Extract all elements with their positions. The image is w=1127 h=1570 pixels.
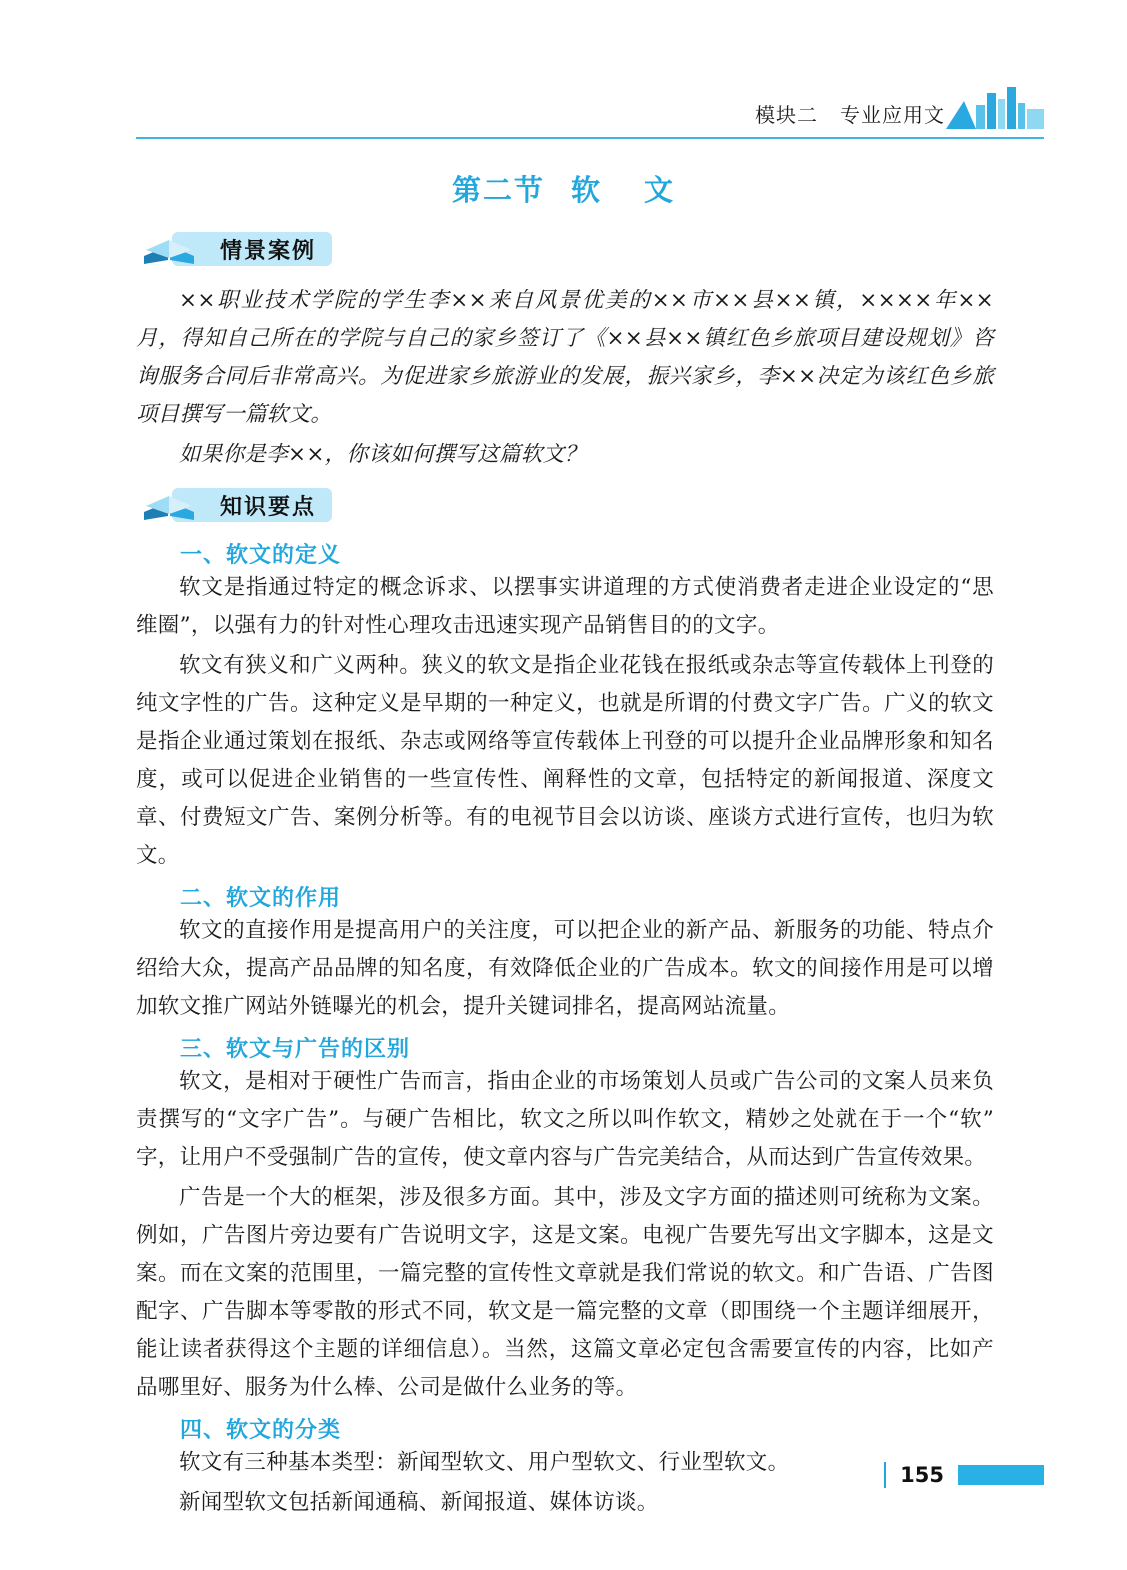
- case-study-tag: [172, 232, 332, 266]
- subsection-heading-4: 四、软文的分类: [180, 1418, 342, 1443]
- running-head: [755, 99, 945, 128]
- subsection-heading-2: 二、软文的作用: [180, 886, 342, 911]
- running-head-title: 专业应用文: [840, 103, 945, 127]
- subsection-4-paragraph-2: 新闻型软文包括新闻通稿、新闻报道、媒体访谈。: [179, 1490, 659, 1515]
- case-study-tag-label: 情景案例: [220, 238, 317, 264]
- open-book-icon: [142, 490, 196, 522]
- key-points-tag: [172, 488, 332, 522]
- page-number: 155: [900, 1463, 944, 1487]
- footer-divider: [884, 1462, 886, 1488]
- case-paragraph: ××职业技术学院的学生李××来自风景优美的××市××县××镇，××××年××月，得知自己所在的学院与自己的家乡签订了《××县××镇红色乡旅项目建设规划》咨询服务合同后非常高兴。为促进家乡旅游业的发展，振兴家乡，李××决定为该红色乡旅项目撰写一篇软文。: [136, 288, 994, 427]
- books-icon: [946, 87, 1044, 131]
- subsection-heading-1: 一、软文的定义: [180, 543, 342, 568]
- section-name-second: 文: [644, 173, 676, 207]
- key-points-heading: [136, 488, 994, 528]
- case-study-heading: [136, 232, 994, 272]
- case-question: 如果你是李××，你该如何撰写这篇软文？: [179, 442, 587, 467]
- subsection-1-paragraph-2: 软文有狭义和广义两种。狭义的软文是指企业花钱在报纸或杂志等宣传载体上刊登的纯文字性的广告。这种定义是早期的一种定义，也就是所谓的付费文字广告。广义的软文是指企业通过策划在报纸、杂志或网络等宣传载体上刊登的可以提升企业品牌形象和知名度，或可以促进企业销售的一些宣传性、阐释性的文章，包括特定的新闻报道、深度文章、付费短文广告、案例分析等。有的电视节目会以访谈、座谈方式进行宣传，也归为软文。: [136, 653, 994, 868]
- page-footer: [884, 1462, 1044, 1488]
- subsection-3-paragraph-1: 软文，是相对于硬性广告而言，指由企业的市场策划人员或广告公司的文案人员来负责撰写的“文字广告”。与硬广告相比，软文之所以叫作软文，精妙之处就在于一个“软”字，让用户不受强制广告的宣传，使文章内容与广告完美结合，从而达到广告宣传效果。: [136, 1069, 994, 1170]
- subsection-heading-3: 三、软文与广告的区别: [180, 1037, 411, 1062]
- footer-accent-bar: [958, 1465, 1044, 1485]
- subsection-2-paragraph-1: 软文的直接作用是提高用户的关注度，可以把企业的新产品、新服务的功能、特点介绍给大众，提高产品品牌的知名度，有效降低企业的广告成本。软文的间接作用是可以增加软文推广网站外链曝光的机会，提升关键词排名，提高网站流量。: [136, 918, 994, 1019]
- key-points-tag-label: 知识要点: [220, 494, 317, 520]
- header-rule: [136, 137, 1044, 139]
- open-book-icon: [142, 234, 196, 266]
- page-header: [0, 95, 1127, 141]
- page-title: [0, 168, 1127, 209]
- subsection-1-paragraph-1: 软文是指通过特定的概念诉求、以摆事实讲道理的方式使消费者走进企业设定的“思维圈”，以强有力的针对性心理攻击迅速实现产品销售目的的文字。: [136, 575, 994, 638]
- running-head-module: 模块二: [755, 103, 818, 127]
- subsection-4-paragraph-1: 软文有三种基本类型：新闻型软文、用户型软文、行业型软文。: [179, 1450, 790, 1475]
- section-name-first: 软: [570, 173, 602, 207]
- page-content: [136, 232, 994, 1524]
- section-number: 第二节: [451, 173, 545, 207]
- subsection-3-paragraph-2: 广告是一个大的框架，涉及很多方面。其中，涉及文字方面的描述则可统称为文案。例如，广告图片旁边要有广告说明文字，这是文案。电视广告要先写出文字脚本，这是文案。而在文案的范围里，一篇完整的宣传性文章就是我们常说的软文。和广告语、广告图配字、广告脚本等零散的形式不同，软文是一篇完整的文章（即围绕一个主题详细展开，能让读者获得这个主题的详细信息）。当然，这篇文章必定包含需要宣传的内容，比如产品哪里好、服务为什么棒、公司是做什么业务的等。: [136, 1185, 994, 1400]
